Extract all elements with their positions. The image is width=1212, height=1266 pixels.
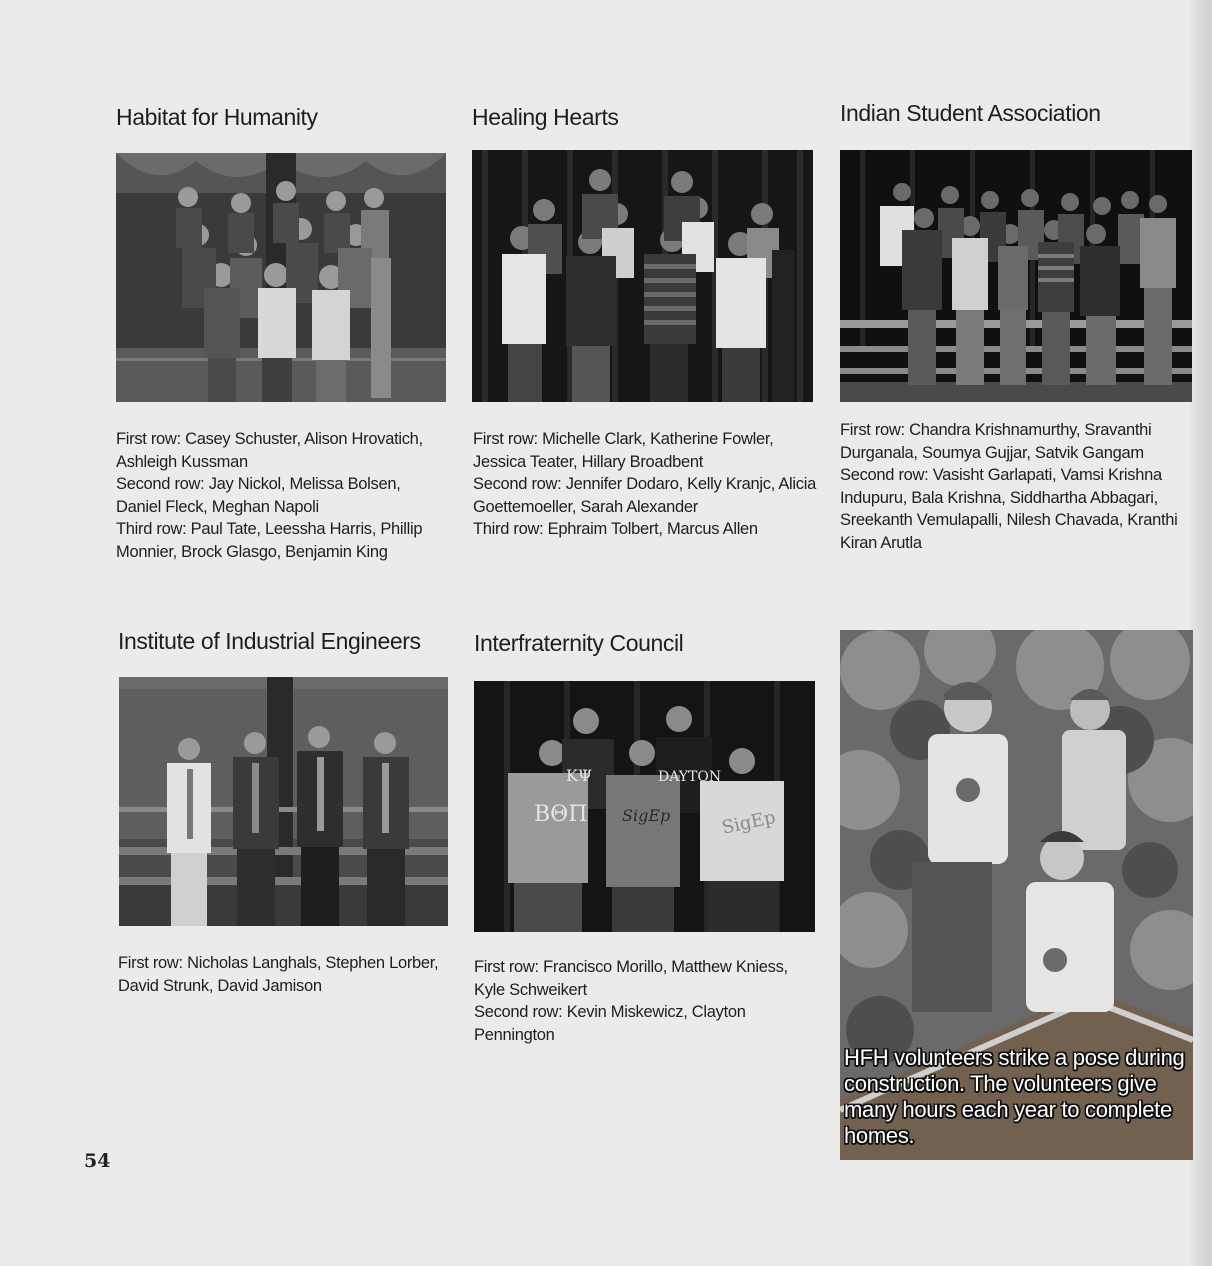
shirt-text-sigep-1: SigEp — [622, 806, 671, 825]
group-photo-interfraternity-council — [474, 681, 815, 932]
caption-line: Second row: Kevin Miskewicz, Clayton Pennington — [474, 1003, 746, 1044]
feature-photo-caption: HFH volunteers strike a pose during construction. The volunteers give many hours each year to complete homes. — [844, 1045, 1185, 1148]
caption-industrial-engineers — [118, 952, 448, 997]
shirt-text-kp: ΚΨ — [566, 766, 592, 785]
caption-healing-hearts — [473, 428, 818, 541]
caption-line: First row: Francisco Morillo, Matthew Kniess, Kyle Schweikert — [474, 958, 788, 999]
caption-line: Third row: Ephraim Tolbert, Marcus Allen — [473, 520, 758, 538]
section-title-indian-student-association: Indian Student Association — [840, 100, 1101, 126]
caption-line: Second row: Jennifer Dodaro, Kelly Kranjc, Alicia Goettemoeller, Sarah Alexander — [473, 475, 816, 516]
page-number: 54 — [84, 1150, 111, 1172]
shirt-text-bop: BΘΠ — [534, 802, 588, 827]
caption-interfraternity-council — [474, 956, 804, 1046]
caption-line: Second row: Vasisht Garlapati, Vamsi Krishna Indupuru, Bala Krishna, Siddhartha Abbagari, Sreekanth Vemulapalli, Nilesh Chavada, Kranthi Kiran Arutla — [840, 466, 1178, 552]
group-photo-healing-hearts — [472, 150, 813, 402]
shirt-text-sigep-2: SigEp — [720, 806, 778, 839]
caption-habitat — [116, 428, 446, 563]
caption-line: Third row: Paul Tate, Leessha Harris, Phillip Monnier, Brock Glasgo, Benjamin King — [116, 520, 423, 561]
shirt-text-dayton: DAYTON — [658, 769, 722, 785]
section-title-habitat: Habitat for Humanity — [116, 104, 318, 130]
caption-line: First row: Chandra Krishnamurthy, Sravanthi Durganala, Soumya Gujjar, Satvik Gangam — [840, 421, 1152, 462]
section-title-interfraternity-council: Interfraternity Council — [474, 630, 684, 656]
caption-line: First row: Casey Schuster, Alison Hrovatich, Ashleigh Kussman — [116, 430, 423, 471]
group-photo-indian-student-association — [840, 150, 1192, 402]
caption-line: First row: Michelle Clark, Katherine Fowler, Jessica Teater, Hillary Broadbent — [473, 430, 774, 471]
group-photo-habitat — [116, 153, 446, 402]
section-title-healing-hearts: Healing Hearts — [472, 104, 619, 130]
caption-line: First row: Nicholas Langhals, Stephen Lorber, David Strunk, David Jamison — [118, 954, 439, 995]
page-edge-shadow — [1190, 0, 1212, 1266]
section-title-industrial-engineers: Institute of Industrial Engineers — [118, 628, 421, 654]
caption-indian-student-association — [840, 419, 1190, 554]
caption-line: Second row: Jay Nickol, Melissa Bolsen, Daniel Fleck, Meghan Napoli — [116, 475, 401, 516]
group-photo-industrial-engineers — [119, 677, 448, 926]
